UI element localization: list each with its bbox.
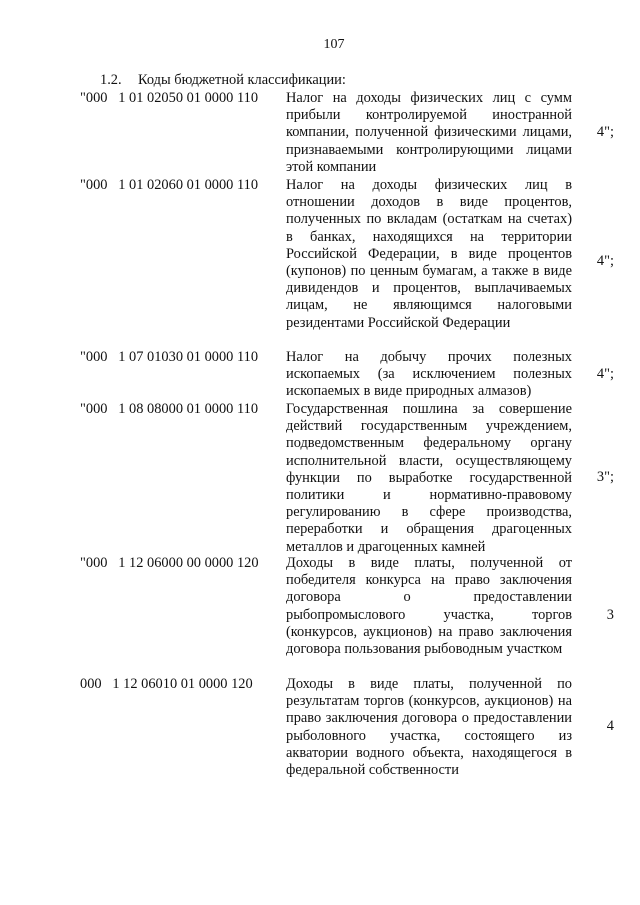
column-value: 4";: [596, 124, 614, 140]
budget-code: "000 1 12 06000 00 0000 120: [80, 555, 259, 571]
column-value: 3: [606, 607, 614, 623]
column-value: 3";: [596, 469, 614, 485]
column-value: 4";: [596, 253, 614, 269]
budget-code: "000 1 07 01030 01 0000 110: [80, 349, 259, 365]
budget-code: "000 1 08 08000 01 0000 110: [80, 401, 259, 417]
code-description: Налог на доходы физических лиц в отношении доходов в виде процентов, полученных по вкладам (остаткам на счетах) в банках, находящихся на территории Российской Федерации, в виде процентов (купонов) по ценным бумагам, а также в виде дивидендов и процентов, выплачиваемых лицам, не являющимся налоговыми резидентами Российской Федерации: [286, 177, 572, 331]
code-description: Доходы в виде платы, полученной от победителя конкурса на право заключения договора о предоставлении рыбопромыслового участка, торгов (конкурсов, аукционов) на право заключения договора пользования рыбоводным участком: [286, 555, 572, 658]
section-heading: [100, 72, 346, 89]
code-description: Налог на доходы физических лиц с сумм прибыли контролируемой иностранной компании, полученной физическими лицами, признаваемыми контролирующими лицами этой компании: [286, 90, 572, 175]
budget-code: "000 1 01 02050 01 0000 110: [80, 90, 259, 106]
budget-code: "000 1 01 02060 01 0000 110: [80, 177, 259, 193]
code-description: Налог на добычу прочих полезных ископаемых (за исключением полезных ископаемых в виде природных алмазов): [286, 349, 572, 400]
section-number: 1.2.: [100, 72, 122, 88]
page-number: 107: [323, 37, 345, 52]
column-value: 4: [606, 718, 614, 734]
code-description: Государственная пошлина за совершение действий государственным учреждением, подведомственным федеральному органу исполнительной власти, осуществляющему функции по выработке государственной политики и нормативно-правовому регулированию в сфере производства, переработки и обращения драгоценных металлов и драгоценных камней: [286, 401, 572, 555]
column-value: 4";: [596, 366, 614, 382]
section-title: Коды бюджетной классификации:: [138, 72, 346, 88]
code-description: Доходы в виде платы, полученной по результатам торгов (конкурсов, аукционов) на право заключения договора о предоставлении рыболовного участка, состоящего из акватории водного объекта, находящегося в федеральной собственности: [286, 676, 572, 779]
budget-code: 000 1 12 06010 01 0000 120: [80, 676, 253, 692]
